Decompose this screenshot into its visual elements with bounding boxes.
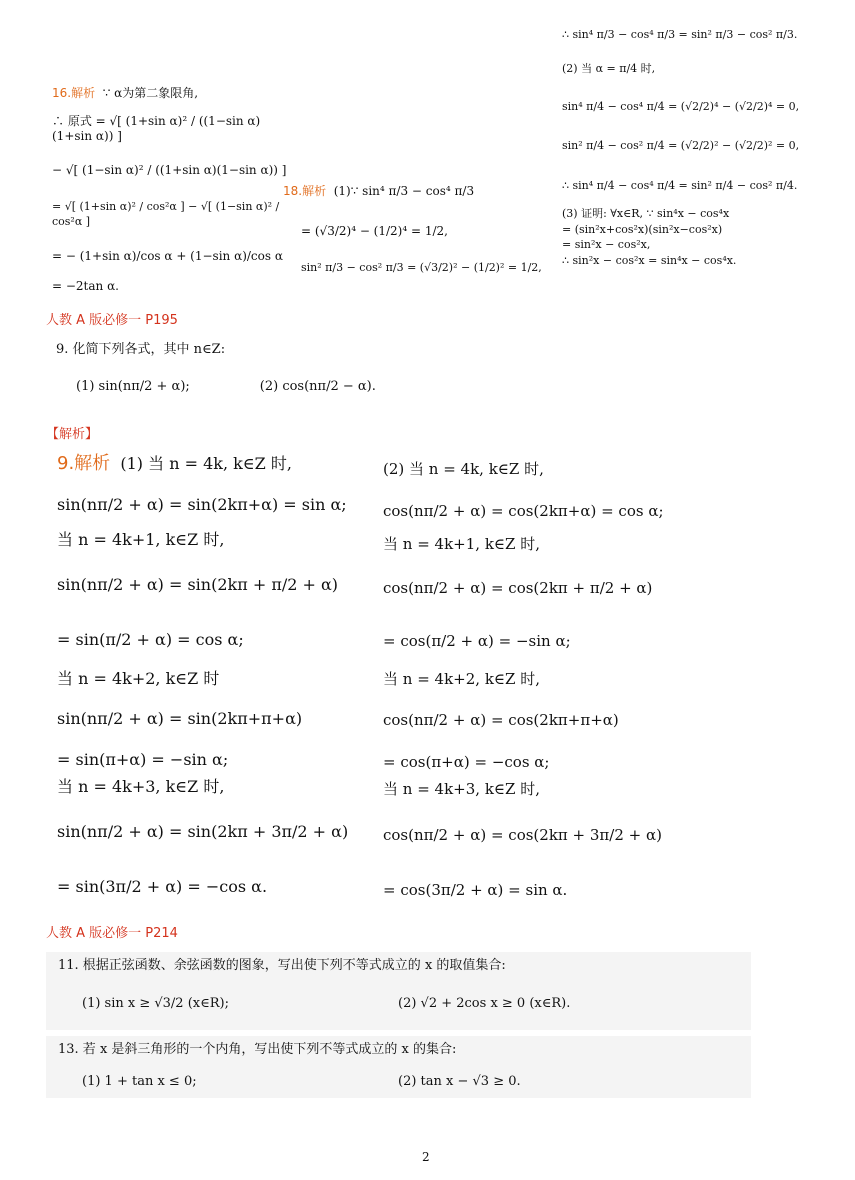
solution-18-line: ∴ sin⁴ π/4 − cos⁴ π/4 = sin² π/4 − cos² π/4. [562,179,798,192]
solution-9-left [57,452,377,897]
source-label: 人教 A 版必修一 P214 [46,926,178,941]
source-label: 人教 A 版必修一 P195 [46,313,178,328]
solution-16-line: = − (1+sin α)/cos α + (1−sin α)/cos α [52,248,283,263]
solution-9-line: = cos(π+α) = −cos α; [383,752,550,771]
solution-9-line: sin(nπ/2 + α) = sin(2kπ+π+α) [57,709,303,729]
solution-9-line: (1) 当 n = 4k, k∈Z 时, [120,454,292,473]
solution-9-line: sin(nπ/2 + α) = sin(2kπ + π/2 + α) [57,574,339,594]
solution-16-line: ∵ α为第二象限角, [102,86,199,100]
solution-9-line: = cos(3π/2 + α) = sin α. [383,881,568,899]
solution-18-line: sin² π/4 − cos² π/4 = (√2/2)² − (√2/2)² = 0, [562,139,800,153]
solution-16 [52,86,287,294]
solution-9-line: = cos(π/2 + α) = −sin α; [383,632,571,650]
solution-18-line: sin² π/3 − cos² π/3 = (√3/2)² − (1/2)² = 1/2, [301,261,542,275]
problem-9 [56,342,556,396]
problem-13-stem: 13. 若 x 是斜三角形的一个内角，写出使下列不等式成立的 x 的集合: [58,1042,457,1057]
page-number: 2 [422,1150,430,1164]
solution-18-line: ∴ sin²x − cos²x = sin⁴x − cos⁴x. [562,254,737,267]
solution-9-line: 当 n = 4k+3, k∈Z 时, [383,780,540,798]
solution-16-line: ∴ 原式 = √[ (1+sin α)² / ((1−sin α)(1+sin α)) ] [52,113,261,144]
problem-11-part1: (1) sin x ≥ √3/2 (x∈R); [82,996,229,1011]
solution-18-line: ∴ sin⁴ π/3 − cos⁴ π/3 = sin² π/3 − cos² π/3. [562,28,798,41]
solution-18-line: (1)∵ sin⁴ π/3 − cos⁴ π/3 [333,184,475,198]
problem-13 [46,1036,751,1098]
analysis-heading: 【解析】 [46,427,99,442]
problem-9-part1: (1) sin(nπ/2 + α); [76,378,190,394]
solution-9-line: 当 n = 4k+3, k∈Z 时, [57,776,225,796]
solution-9-line: 当 n = 4k+2, k∈Z 时, [383,669,540,688]
solution-18-line: sin⁴ π/4 − cos⁴ π/4 = (√2/2)⁴ − (√2/2)⁴ = 0, [562,99,800,113]
problem-13-part1: (1) 1 + tan x ≤ 0; [82,1074,197,1089]
solution-18-line: (2) 当 α = π/4 时, [562,61,656,75]
solution-16-line: = −2tan α. [52,278,119,293]
solution-18-line: = (sin²x+cos²x)(sin²x−cos²x) [562,222,723,236]
solution-9-line: 当 n = 4k+2, k∈Z 时 [57,668,220,688]
problem-9-stem: 9. 化简下列各式，其中 n∈Z: [56,342,226,357]
problem-11 [46,952,751,1030]
solution-9-line: 当 n = 4k+1, k∈Z 时, [57,530,225,550]
solution-9-line: cos(nπ/2 + α) = cos(2kπ + 3π/2 + α) [383,825,662,844]
solution-16-line: − √[ (1−sin α)² / ((1+sin α)(1−sin α)) ] [52,162,287,177]
problem-11-stem: 11. 根据正弦函数、余弦函数的图象，写出使下列不等式成立的 x 的取值集合: [58,958,506,973]
solution-9-line: cos(nπ/2 + α) = cos(2kπ+π+α) [383,711,619,729]
solution-18-label: 18.解析 [283,184,327,198]
solution-9-line: = sin(π+α) = −sin α; [57,750,229,770]
solution-9-line: (2) 当 n = 4k, k∈Z 时, [383,460,544,478]
solution-9-label: 9.解析 [57,453,111,474]
solution-9-line: = sin(3π/2 + α) = −cos α. [57,876,268,896]
problem-9-part2: (2) cos(nπ/2 − α). [259,378,376,394]
solution-9-line: cos(nπ/2 + α) = cos(2kπ+α) = cos α; [383,501,664,520]
problem-13-part2: (2) tan x − √3 ≥ 0. [398,1074,521,1089]
solution-16-label: 16.解析 [52,86,96,100]
solution-18 [283,184,553,275]
solution-9-line: sin(nπ/2 + α) = sin(2kπ + 3π/2 + α) [57,821,349,841]
solution-16-line: = √[ (1+sin α)² / cos²α ] − √[ (1−sin α)² / cos²α ] [52,200,280,228]
solution-18-line: = (√3/2)⁴ − (1/2)⁴ = 1/2, [301,223,448,238]
problem-11-part2: (2) √2 + 2cos x ≥ 0 (x∈R). [398,996,571,1011]
solution-9-line: = sin(π/2 + α) = cos α; [57,629,244,649]
solution-9-line: cos(nπ/2 + α) = cos(2kπ + π/2 + α) [383,578,653,597]
solution-18-continued [562,28,847,268]
solution-18-line: = sin²x − cos²x, [562,238,651,252]
solution-9-line: sin(nπ/2 + α) = sin(2kπ+α) = sin α; [57,495,347,515]
solution-18-line: (3) 证明: ∀x∈R, ∵ sin⁴x − cos⁴x [562,206,730,220]
solution-9-line: 当 n = 4k+1, k∈Z 时, [383,535,540,553]
solution-9-right [383,460,843,901]
